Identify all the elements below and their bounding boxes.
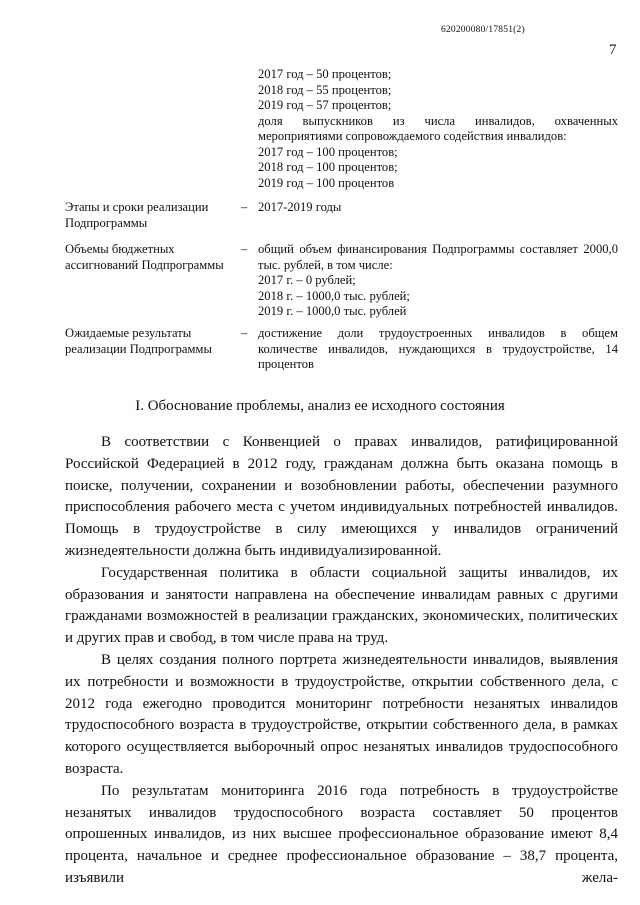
target-line: 2019 год – 57 процентов; <box>258 98 392 112</box>
document-code: 620200080/17851(2) <box>441 25 525 35</box>
target-line: 2017 год – 50 процентов; <box>258 67 392 81</box>
target-line: 2018 год – 55 процентов; <box>258 82 392 97</box>
section-heading: I. Обоснование проблемы, анализ ее исходного состояния <box>135 398 505 414</box>
value-line: 2018 г. – 1000,0 тыс. рублей; <box>258 288 410 303</box>
passport-label: Этапы и сроки реализации Подпрограммы <box>65 200 209 230</box>
passport-value <box>258 242 618 320</box>
passport-dash: – <box>241 326 248 340</box>
value-line: 2019 г. – 1000,0 тыс. рублей <box>258 304 407 318</box>
paragraph: Государственная политика в области социальной защиты инвалидов, их образования и занятости направлена на обеспечение инвалидам равных с другими гражданами возможностей в реализации гражданских, экономических, политических и других прав и свобод, в том числе права на труд. <box>65 564 618 647</box>
target-line: 2019 год – 100 процентов <box>258 175 395 190</box>
passport-label: Объемы бюджетных ассигнований Подпрограммы <box>65 242 224 272</box>
target-line: 2017 год – 100 процентов; <box>258 144 398 159</box>
section-body <box>65 432 618 890</box>
value-line: 2017 г. – 0 рублей; <box>258 273 356 287</box>
value-intro: общий объем финансирования Подпрограммы составляет 2000,0 тыс. рублей, в том числе: <box>258 242 618 272</box>
paragraph: В соответствии с Конвенцией о правах инвалидов, ратифицированной Российской Федерацией в 2012 году, гражданам должна быть оказана помощь в поиске, получении, сохранении и возобновлении работы, обеспечении разумного приспособления рабочего места с учетом индивидуальных потребностей инвалидов. Помощь в трудоустройстве в силу имеющихся у инвалидов ограничений жизнедеятельности должна быть индивидуализированной. <box>65 434 618 559</box>
passport-dash: – <box>241 242 248 256</box>
passport-continuation <box>258 67 618 191</box>
value-line: 2017-2019 годы <box>258 200 342 214</box>
passport-value <box>258 200 618 216</box>
indicator-text: доля выпускников из числа инвалидов, охваченных мероприятиями сопровождаемого содействия инвалидов: <box>258 113 618 143</box>
passport-label: Ожидаемые результаты реализации Подпрограммы <box>65 326 212 356</box>
passport-value <box>258 326 618 373</box>
page-number: 7 <box>609 42 617 58</box>
value-intro: достижение доли трудоустроенных инвалидов в общем количестве инвалидов, нуждающихся в трудоустройстве, 14 процентов <box>258 326 618 371</box>
paragraph: В целях создания полного портрета жизнедеятельности инвалидов, выявления их потребности и возможности в трудоустройстве, открытии собственного дела, с 2012 года ежегодно проводится мониторинг потребности незанятых инвалидов трудоспособного возраста в трудоустройстве, открытии собственного дела, в рамках которого осуществляется выборочный опрос незанятых инвалидов трудоспособного возраста. <box>65 651 618 777</box>
paragraph: По результатам мониторинга 2016 года потребность в трудоустройстве незанятых инвалидов трудоспособного возраста составляет 50 процентов опрошенных инвалидов, из них высшее профессиональное образование имеют 8,4 процента, начальное и среднее профессиональное образование – 38,7 процента, изъявили жела- <box>65 782 618 886</box>
target-line: 2018 год – 100 процентов; <box>258 160 398 174</box>
passport-dash: – <box>241 200 248 214</box>
